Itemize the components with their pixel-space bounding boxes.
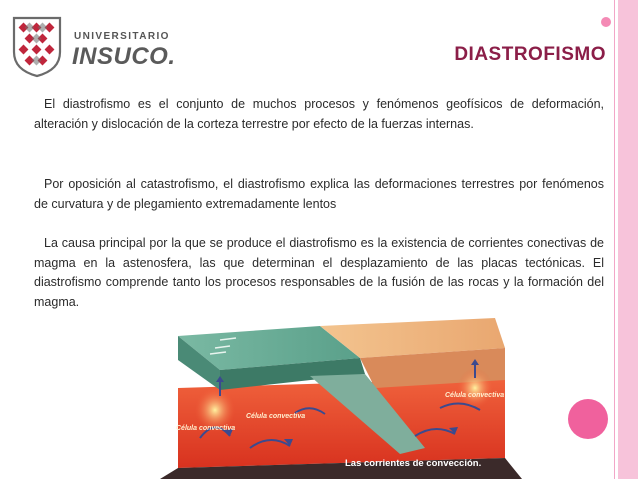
right-border-line xyxy=(614,0,615,479)
decorative-dot-large xyxy=(568,399,608,439)
cell-label-left: Célula convectiva xyxy=(176,425,236,432)
slide-title: DIASTROFISMO xyxy=(454,44,606,65)
cell-label-middle: Célula convectiva xyxy=(246,413,306,420)
logo-name-text xyxy=(72,43,176,71)
logo-name: INSUCO xyxy=(72,43,169,70)
paragraph-opposition: Por oposición al catastrofismo, el diastrofismo explica las deformaciones terrestres por fenómenos de curvatura y de plegamiento extremadamente lentos xyxy=(34,177,604,211)
logo-university-text: UNIVERSITARIO xyxy=(74,31,170,42)
paragraph-cause: La causa principal por la que se produce el diastrofismo es la existencia de corrientes conectivas de magma en la astenosfera, las que determinan el desplazamiento de las placas tectónicas. El diastrofismo comprende tanto los procesos responsables de la fusión de las rocas y la formación del magma. xyxy=(34,236,604,309)
university-logo xyxy=(8,14,176,78)
decorative-dot-small xyxy=(601,17,611,27)
logo-dot: . xyxy=(168,43,176,70)
paragraph-definition: El diastrofismo es el conjunto de muchos procesos y fenómenos geofísicos de deformación, alteración y dislocación de la corteza terrestre por efecto de la fuerzas internas. xyxy=(34,97,604,131)
cell-label-right: Célula convectiva xyxy=(445,392,505,399)
insuco-logo-mark-icon xyxy=(8,14,66,78)
right-border-band xyxy=(618,0,638,479)
figure-caption: Las corrientes de convección. xyxy=(345,458,482,469)
